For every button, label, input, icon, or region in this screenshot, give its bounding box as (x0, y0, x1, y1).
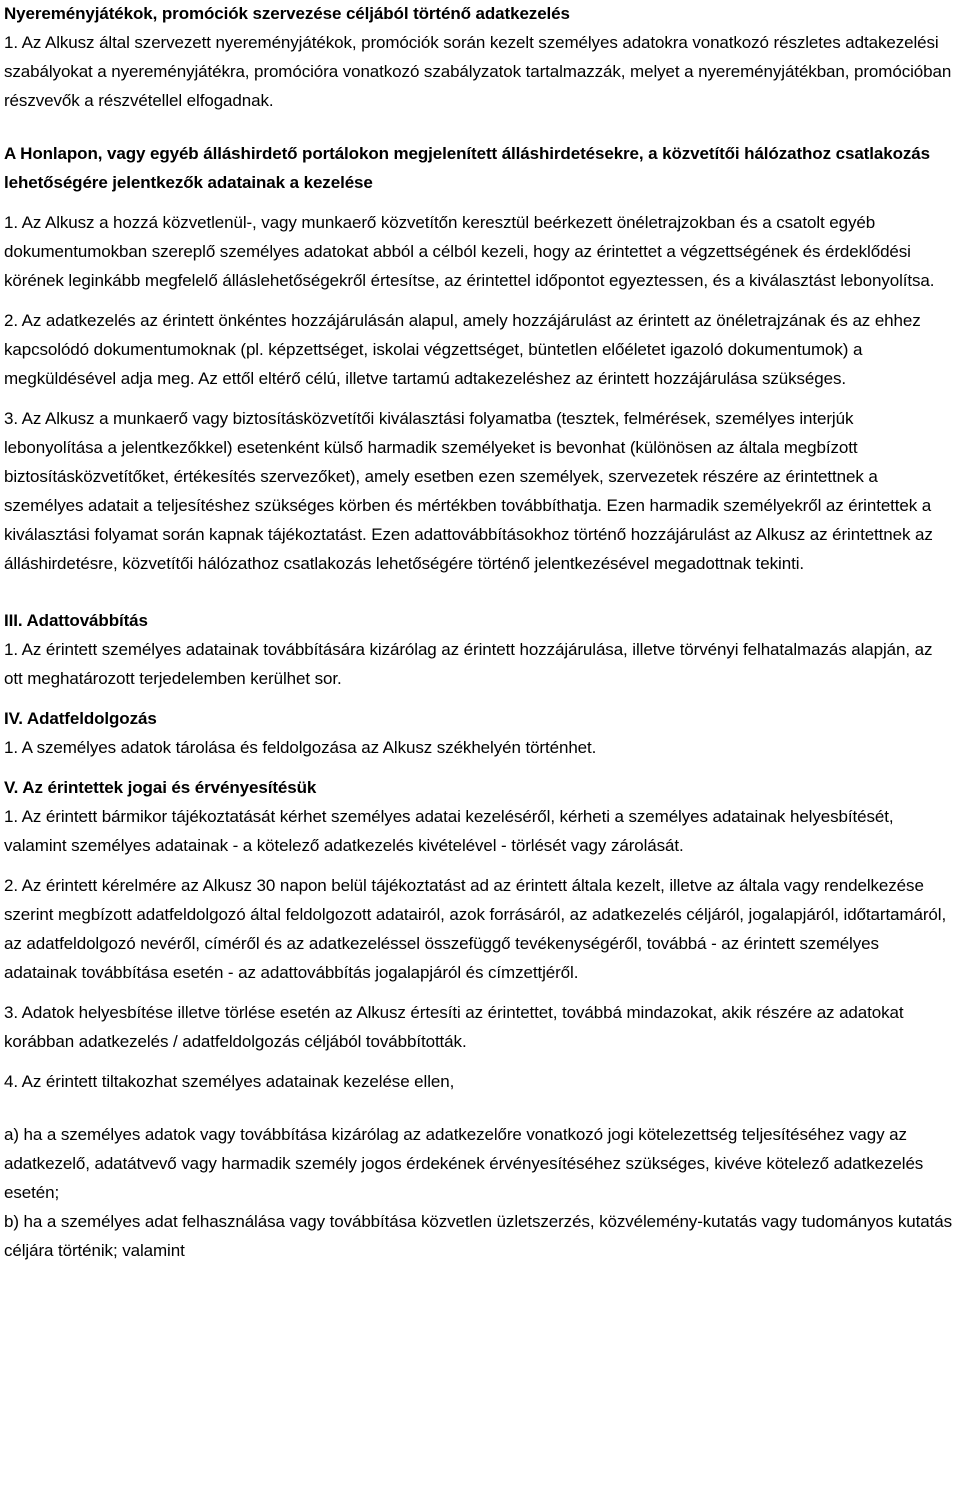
section-heading-data-processing: IV. Adatfeldolgozás (4, 709, 157, 728)
paragraph-job-applicants-3: 3. Az Alkusz a munkaerő vagy biztosításközvetítői kiválasztási folyamatba (tesztek, felmérések, személyes interjúk lebonyolítása a jelentkezőkkel) esetenként külső harmadik személyeket is bevonhat (különösen az általa megbízott biztosításközvetítőket, értékesítés szervezőket), amely esetben ezen személyek, szervezetek részére az érintettnek a személyes adatait a teljesítéshez szükséges körben és mértékben továbbíthatja. Ezen harmadik személyekről az érintettek a kiválasztási folyamat során kapnak tájékoztatást. Ezen adattovábbításokhoz történő hozzájárulást az Alkusz az érintettnek az álláshirdetésre, közvetítői hálózathoz csatlakozás lehetőségére történő jelentkezésével megadottnak tekinti. (4, 409, 933, 573)
paragraph-rights-2: 2. Az érintett kérelmére az Alkusz 30 napon belül tájékoztatást ad az érintett általa kezelt, illetve az általa vagy rendelkezése szerint megbízott adatfeldolgozó által feldolgozott adatairól, azok forrásáról, az adatkezelés céljáról, jogalapjáról, időtartamáról, az adatfeldolgozó nevéről, címéről és az adatkezeléssel összefüggő tevékenységéről, továbbá - az érintett személyes adatainak továbbítása esetén - az adattovábbítás jogalapjáról és címzettjéről. (4, 876, 947, 982)
section-heading-promotions: Nyereményjátékok, promóciók szervezése céljából történő adatkezelés (4, 4, 570, 23)
section-heading-data-transfer: III. Adattovábbítás (4, 611, 148, 630)
paragraph-job-applicants-1: 1. Az Alkusz a hozzá közvetlenül-, vagy munkaerő közvetítőn keresztül beérkezett önéletrajzokban és a csatolt egyéb dokumentumokban szereplő személyes adatokat abból a célból kezeli, hogy az érintettet a végzettségének és érdeklődési körének leginkább megfelelő álláslehetőségekről értesítse, az érintettel időpontot egyeztessen, és a kiválasztást lebonyolítsa. (4, 213, 935, 290)
paragraph-data-processing-1: 1. A személyes adatok tárolása és feldolgozása az Alkusz székhelyén történhet. (4, 738, 597, 757)
section-heading-job-applicants: A Honlapon, vagy egyéb álláshirdető portálokon megjelenített álláshirdetésekre, a közvetítői hálózathoz csatlakozás lehetőségére jelentkezők adatainak a kezelése (4, 144, 930, 192)
paragraph-data-transfer-1: 1. Az érintett személyes adatainak továbbítására kizárólag az érintett hozzájárulása, illetve törvényi felhatalmazás alapján, az ott meghatározott terjedelemben kerülhet sor. (4, 640, 933, 688)
paragraph-rights-1: 1. Az érintett bármikor tájékoztatását kérhet személyes adatai kezeléséről, kérheti a személyes adatainak helyesbítését, valamint személyes adatainak - a kötelező adatkezelés kivételével - törlését vagy zárolását. (4, 807, 894, 855)
paragraph-rights-4: 4. Az érintett tiltakozhat személyes adatainak kezelése ellen, (4, 1072, 455, 1091)
paragraph-promotions-1: 1. Az Alkusz által szervezett nyereményjátékok, promóciók során kezelt személyes adatokra vonatkozó részletes adtakezelési szabályokat a nyereményjátékra, promócióra vonatkozó szabályzatok tartalmazzák, melyet a nyereményjátékban, promócióban részvevők a részvétellel elfogadnak. (4, 33, 952, 110)
paragraph-rights-4a: a) ha a személyes adatok vagy továbbítása kizárólag az adatkezelőre vonatkozó jogi kötelezettség teljesítéséhez vagy az adatkezelő, adatátvevő vagy harmadik személy jogos érdekének érvényesítéséhez szükséges, kivéve kötelező adatkezelés esetén; (4, 1125, 924, 1202)
paragraph-rights-4b: b) ha a személyes adat felhasználása vagy továbbítása közvetlen üzletszerzés, közvélemény-kutatás vagy tudományos kutatás céljára történik; valamint (4, 1212, 952, 1260)
paragraph-rights-3: 3. Adatok helyesbítése illetve törlése esetén az Alkusz értesíti az érintettet, továbbá mindazokat, akik részére az adatokat korábban adatkezelés / adatfeldolgozás céljából továbbították. (4, 1003, 904, 1051)
paragraph-job-applicants-2: 2. Az adatkezelés az érintett önkéntes hozzájárulásán alapul, amely hozzájárulást az érintett az önéletrajzának és az ehhez kapcsolódó dokumentumoknak (pl. képzettséget, iskolai végzettséget, büntetlen előéletet igazoló dokumentumok) a megküldésével adja meg. Az ettől eltérő célú, illetve tartamú adtakezeléshez az érintett hozzájárulása szükséges. (4, 311, 921, 388)
section-heading-rights: V. Az érintettek jogai és érvényesítésük (4, 778, 317, 797)
